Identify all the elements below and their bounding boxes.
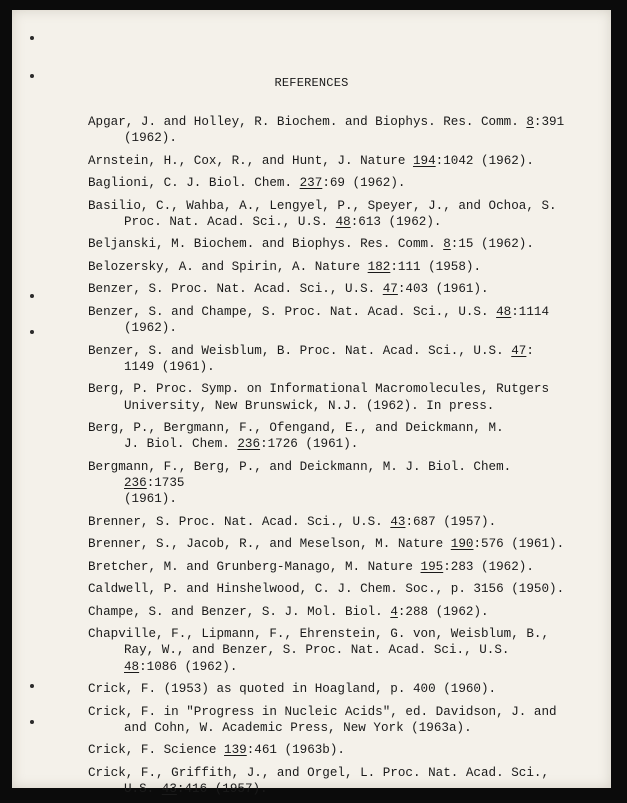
reference-entry [88, 420, 568, 452]
reference-continuation-line: Ray, W., and Benzer, S. Proc. Nat. Acad. Sci., U.S. [124, 643, 510, 658]
reference-entry [88, 259, 568, 275]
reference-line: Brenner, S., Jacob, R., and Meselson, M. Nature 190:576 (1961). [88, 537, 565, 552]
volume-number: 236 [237, 437, 261, 452]
reference-entry [88, 175, 568, 191]
reference-line: Crick, F. (1953) as quoted in Hoagland, p. 400 (1960). [88, 682, 497, 697]
volume-number: 195 [420, 559, 444, 574]
reference-line: Apgar, J. and Holley, R. Biochem. and Biophys. Res. Comm. 8:391 [88, 115, 565, 129]
reference-entry [88, 304, 568, 336]
volume-number: 190 [450, 537, 474, 552]
reference-list [88, 114, 568, 803]
reference-line: Beljanski, M. Biochem. and Biophys. Res. Comm. 8:15 (1962). [88, 237, 534, 252]
reference-line: Benzer, S. Proc. Nat. Acad. Sci., U.S. 47:403 (1961). [88, 282, 489, 297]
binding-hole [30, 684, 34, 688]
reference-continuation-line: 48:1086 (1962). [124, 659, 238, 674]
binding-hole [30, 720, 34, 724]
reference-line: Benzer, S. and Champe, S. Proc. Nat. Acad. Sci., U.S. 48:1114 [88, 304, 550, 319]
volume-number: 43 [161, 781, 177, 796]
reference-continuation-line: University, New Brunswick, N.J. (1962). In press. [124, 398, 495, 413]
reference-continuation-line: and Cohn, W. Academic Press, New York (1963a). [124, 720, 472, 735]
volume-number: 47 [511, 343, 527, 358]
reference-continuation-line: J. Biol. Chem. 236:1726 (1961). [124, 437, 359, 452]
volume-number: 48 [124, 659, 140, 674]
reference-entry [88, 236, 568, 252]
reference-line: Crick, F. Science 139:461 (1963b). [88, 743, 345, 758]
volume-number: 182 [367, 259, 391, 274]
reference-line: Chapville, F., Lipmann, F., Ehrenstein, G. von, Weisblum, B., [88, 627, 550, 642]
reference-continuation-line: 1149 (1961). [124, 359, 215, 374]
reference-continuation-line: Proc. Nat. Acad. Sci., U.S. 48:613 (1962). [124, 214, 442, 229]
reference-continuation-line: U.S. 43:416 (1957). [124, 781, 268, 796]
binding-hole [30, 294, 34, 298]
reference-continuation-line: (1962). [124, 321, 177, 336]
volume-number: 139 [224, 743, 247, 758]
volume-number: 48 [496, 304, 512, 319]
volume-number: 48 [335, 214, 351, 229]
reference-line: Crick, F. in "Progress in Nucleic Acids", ed. Davidson, J. and [88, 704, 557, 719]
reference-continuation-line: (1962). [124, 131, 177, 146]
reference-entry [88, 765, 568, 797]
reference-line: Benzer, S. and Weisblum, B. Proc. Nat. Acad. Sci., U.S. 47: [88, 343, 534, 358]
reference-entry [88, 514, 568, 530]
reference-line: Arnstein, H., Cox, R., and Hunt, J. Nature 194:1042 (1962). [88, 153, 534, 168]
reference-entry [88, 559, 568, 575]
reference-line: Bretcher, M. and Grunberg-Manago, M. Nature 195:283 (1962). [88, 559, 534, 574]
reference-line: Belozersky, A. and Spirin, A. Nature 182:111 (1958). [88, 259, 482, 274]
volume-number: 4 [390, 604, 398, 619]
reference-line: Berg, P. Proc. Symp. on Informational Macromolecules, Rutgers [88, 382, 550, 397]
reference-entry [88, 681, 568, 697]
reference-entry [88, 114, 568, 146]
reference-entry [88, 604, 568, 620]
reference-line: Berg, P., Bergmann, F., Ofengand, E., and Deickmann, M. [88, 421, 504, 436]
reference-line: Caldwell, P. and Hinshelwood, C. J. Chem. Soc., p. 3156 (1950). [88, 582, 565, 597]
reference-line: Baglioni, C. J. Biol. Chem. 237:69 (1962). [88, 176, 406, 191]
reference-continuation-line: (1961). [124, 492, 177, 507]
volume-number: 47 [382, 282, 398, 297]
reference-line: Bergmann, F., Berg, P., and Deickmann, M. J. Biol. Chem. 236:1735 [88, 459, 512, 490]
reference-entry [88, 198, 568, 230]
document-page [12, 10, 611, 796]
reference-entry [88, 281, 568, 297]
reference-line: Brenner, S. Proc. Nat. Acad. Sci., U.S. 43:687 (1957). [88, 514, 497, 529]
reference-entry [88, 742, 568, 758]
reference-entry [88, 381, 568, 413]
reference-line: Champe, S. and Benzer, S. J. Mol. Biol. 4:288 (1962). [88, 604, 489, 619]
binding-hole [30, 36, 34, 40]
reference-entry [88, 581, 568, 597]
volume-number: 43 [390, 514, 406, 529]
volume-number: 8 [526, 115, 534, 129]
reference-entry [88, 704, 568, 736]
reference-entry [88, 626, 568, 675]
reference-entry [88, 153, 568, 169]
reference-entry [88, 536, 568, 552]
reference-line: Basilio, C., Wahba, A., Lengyel, P., Speyer, J., and Ochoa, S. [88, 198, 557, 213]
volume-number: 236 [124, 475, 147, 490]
reference-entry [88, 459, 568, 508]
binding-hole [30, 330, 34, 334]
volume-number: 8 [443, 237, 451, 252]
volume-number: 237 [299, 176, 323, 191]
reference-entry [88, 343, 568, 375]
volume-number: 194 [412, 153, 436, 168]
page-title: REFERENCES [274, 76, 349, 90]
reference-line: Crick, F., Griffith, J., and Orgel, L. Proc. Nat. Acad. Sci., [88, 765, 550, 780]
